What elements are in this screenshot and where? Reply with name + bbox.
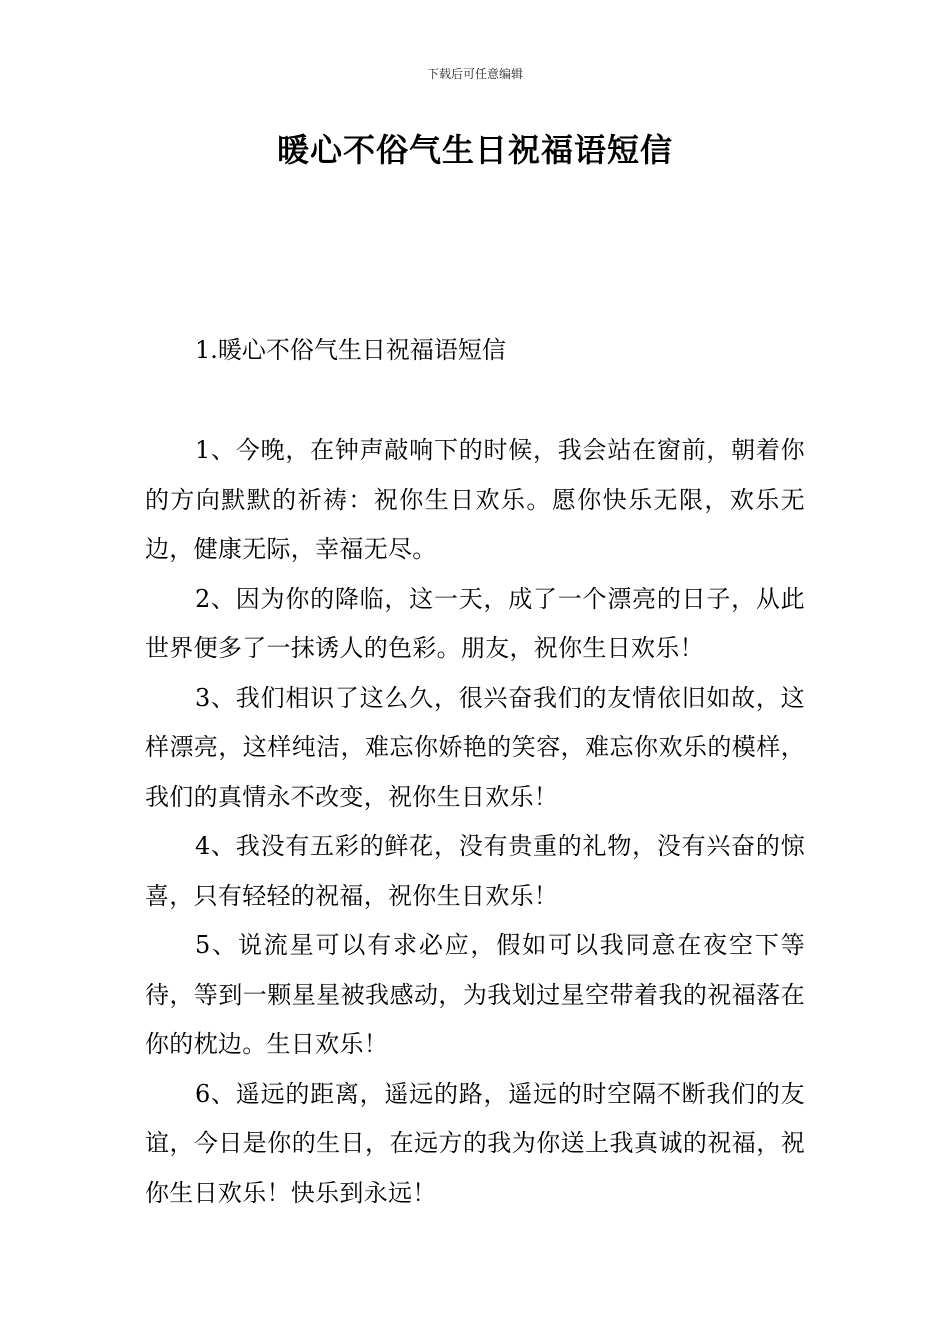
paragraph-4: 4、我没有五彩的鲜花，没有贵重的礼物，没有兴奋的惊喜，只有轻轻的祝福，祝你生日欢乐！ [145,832,805,910]
paragraph-2: 2、因为你的降临，这一天，成了一个漂亮的日子，从此世界便多了一抹诱人的色彩。朋友，祝你生日欢乐！ [145,584,805,662]
document-body [145,330,805,1218]
paragraph-6: 6、遥远的距离，遥远的路，遥远的时空隔不断我们的友谊，今日是你的生日，在远方的我为你送上我真诚的祝福，祝你生日欢乐！快乐到永远！ [145,1079,805,1207]
document-title: 暖心不俗气生日祝福语短信 [276,131,673,169]
paragraph-5: 5、说流星可以有求必应，假如可以我同意在夜空下等待，等到一颗星星被我感动，为我划过星空带着我的祝福落在你的枕边。生日欢乐！ [145,931,805,1058]
paragraph-1: 1、今晚，在钟声敲响下的时候，我会站在窗前，朝着你的方向默默的祈祷：祝你生日欢乐。愿你快乐无限，欢乐无边，健康无际，幸福无尽。 [145,436,805,563]
header-note: 下载后可任意编辑 [426,67,523,81]
paragraph-3: 3、我们相识了这么久，很兴奋我们的友情依旧如故，这样漂亮，这样纯洁，难忘你娇艳的笑容，难忘你欢乐的模样，我们的真情永不改变，祝你生日欢乐！ [145,683,805,811]
section-heading: 1.暖心不俗气生日祝福语短信 [195,336,506,364]
